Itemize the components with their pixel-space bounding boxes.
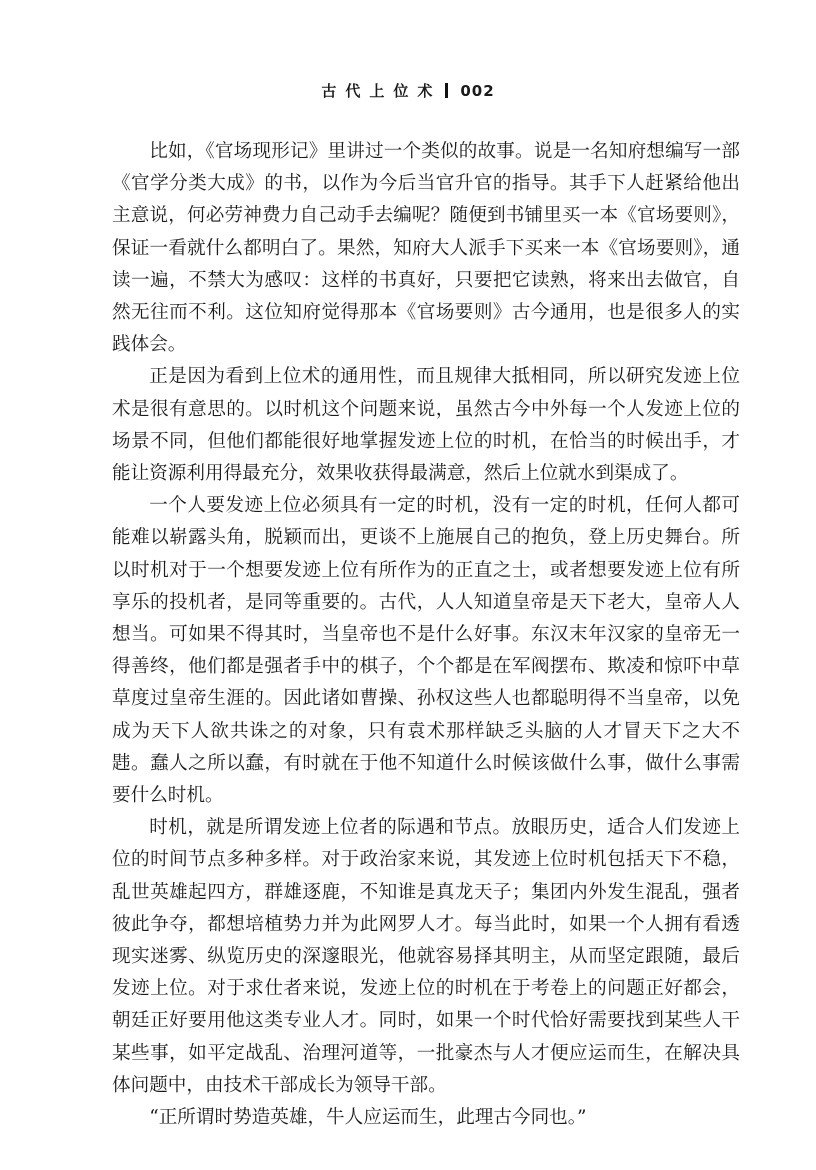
paragraph-1: 比如，《官场现形记》里讲过一个类似的故事。说是一名知府想编写一部《官学分类大成》的书，以作为今后当官升官的指导。其手下人赶紧给他出主意说，何必劳神费力自己动手去编呢？随便到书铺里买一本《官场要则》，保证一看就什么都明白了。果然，知府大人派手下买来一本《官场要则》，通读一遍，不禁大为感叹：这样的书真好，只要把它读熟，将来出去做官，自然无往而不利。这位知府觉得那本《官场要则》古今通用，也是很多人的实践体会。 <box>112 141 740 356</box>
paragraph-2: 正是因为看到上位术的通用性，而且规律大抵相同，所以研究发迹上位术是很有意思的。以时机这个问题来说，虽然古今中外每一个人发迹上位的场景不同，但他们都能很好地掌握发迹上位的时机，在恰当的时候出手，才能让资源利用得最充分，效果收获得最满意，然后上位就水到渠成了。 <box>112 366 740 485</box>
page-number: 002 <box>460 82 495 100</box>
book-title: 古代上位术 <box>321 82 442 100</box>
body-text <box>112 136 740 1134</box>
quote-paragraph: “正所谓时势造英雄，牛人应运而生，此理古今同也。” <box>149 1107 587 1129</box>
header-separator <box>445 83 448 98</box>
paragraph-3: 一个人要发迹上位必须具有一定的时机，没有一定的时机，任何人都可能难以崭露头角，脱颖而出，更谈不上施展自己的抱负，登上历史舞台。所以时机对于一个想要发迹上位有所作为的正直之士，或者想要发迹上位有所享乐的投机者，是同等重要的。古代，人人知道皇帝是天下老大，皇帝人人想当。可如果不得其时，当皇帝也不是什么好事。东汉末年汉家的皇帝无一得善终，他们都是强者手中的棋子，个个都是在军阀摆布、欺凌和惊吓中草草度过皇帝生涯的。因此诸如曹操、孙权这些人也都聪明得不当皇帝，以免成为天下人欲共诛之的对象，只有袁术那样缺乏头脑的人才冒天下之大不韪。蠢人之所以蠢，有时就在于他不知道什么时候该做什么事，做什么事需要什么时机。 <box>112 495 740 807</box>
paragraph-4: 时机，就是所谓发迹上位者的际遇和节点。放眼历史，适合人们发迹上位的时间节点多种多样。对于政治家来说，其发迹上位时机包括天下不稳，乱世英雄起四方，群雄逐鹿，不知谁是真龙天子；集团内外发生混乱，强者彼此争夺，都想培植势力并为此网罗人才。每当此时，如果一个人拥有看透现实迷雾、纵览历史的深邃眼光，他就容易择其明主，从而坚定跟随，最后发迹上位。对于求仕者来说，发迹上位的时机在于考卷上的问题正好都会，朝廷正好要用他这类专业人才。同时，如果一个时代恰好需要找到某些人干某些事，如平定战乱、治理河道等，一批豪杰与人才便应运而生，在解决具体问题中，由技术干部成长为领导干部。 <box>112 817 740 1096</box>
running-header <box>0 80 816 101</box>
